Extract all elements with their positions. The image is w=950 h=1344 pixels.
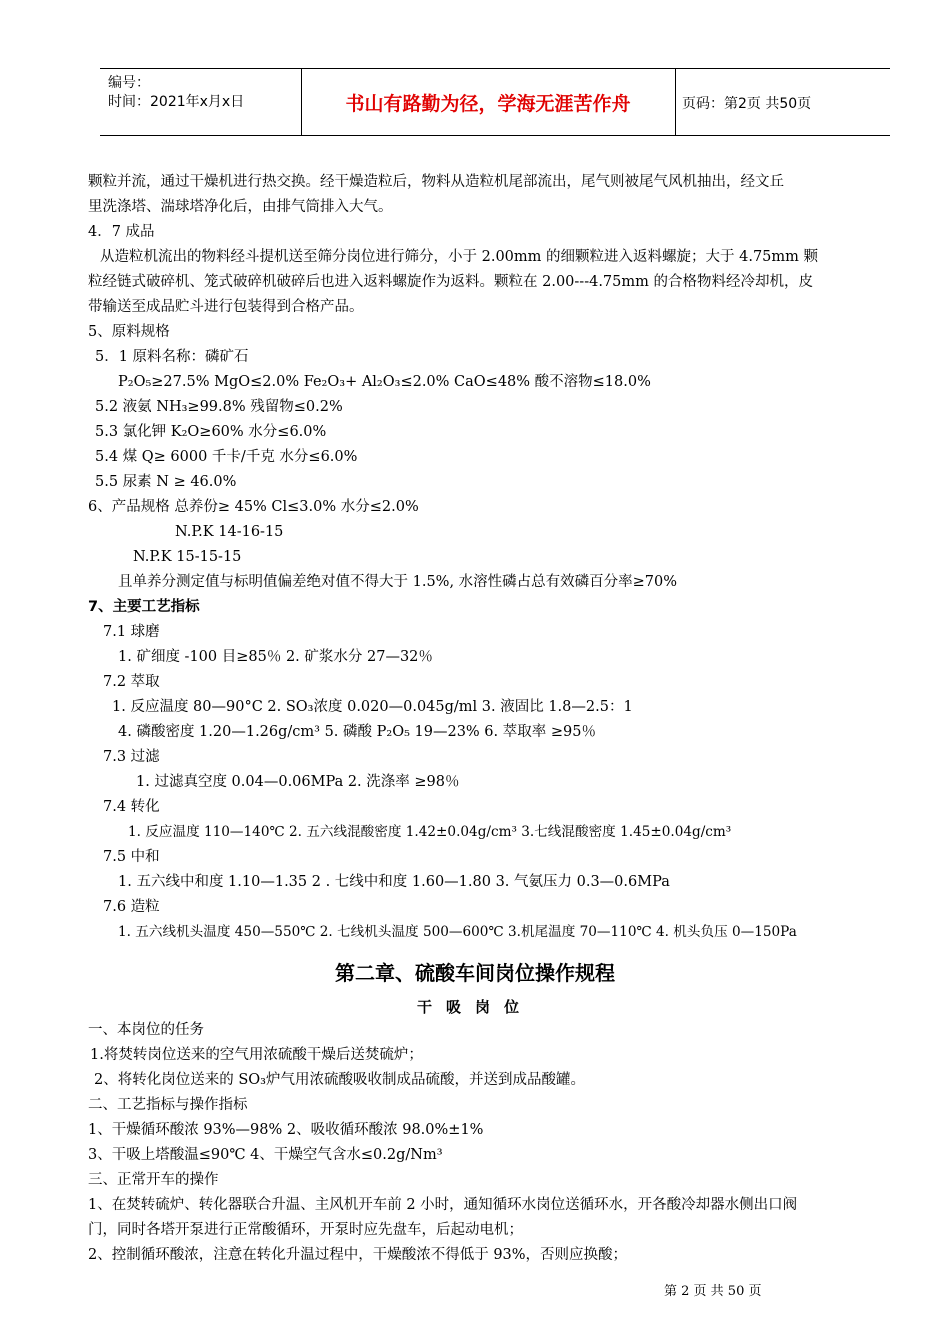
body-line: 1. 反应温度 80—90°C 2. SO₃浓度 0.020—0.045g/ml 3. 液固比 1.8—2.5：1 (112, 699, 633, 715)
body-line: 二、工艺指标与操作指标 (88, 1097, 248, 1113)
body-line: 颗粒并流，通过干燥机进行热交换。经干燥造粒后，物料从造粒机尾部流出，尾气则被尾气风机抽出，经文丘 (88, 174, 784, 190)
body-line: 1. 五六线机头温度 450—550℃ 2. 七线机头温度 500—600℃ 3.机尾温度 70—110℃ 4. 机头负压 0—150Pa (118, 924, 797, 940)
body-line: 7.2 萃取 (103, 674, 160, 690)
body-line: 粒经链式破碎机、笼式破碎机破碎后也进入返料螺旋作为返料。颗粒在 2.00---4.75mm 的合格物料经冷却机，皮 (88, 274, 813, 290)
header-divider (675, 69, 676, 135)
body-line: 1. 矿细度 -100 目≥85％ 2. 矿浆水分 27—32％ (118, 649, 433, 665)
body-line: 6、产品规格 总养份≥ 45% Cl≤3.0% 水分≤2.0% (88, 499, 419, 515)
body-line: 1. 反应温度 110—140℃ 2. 五六线混酸密度 1.42±0.04g/cm³ 3.七线混酸密度 1.45±0.04g/cm³ (128, 824, 732, 840)
chapter-title: 第二章、硫酸车间岗位操作规程 (335, 961, 615, 985)
body-line: 2、控制循环酸浓，注意在转化升温过程中，干燥酸浓不得低于 93%，否则应换酸； (88, 1247, 628, 1263)
body-line: 5．1 原料名称：磷矿石 (95, 349, 249, 365)
body-line: 从造粒机流出的物料经斗提机送至筛分岗位进行筛分，小于 2.00mm 的细颗粒进入返料螺旋；大于 4.75mm 颗 (100, 249, 819, 265)
body-line: 2、将转化岗位送来的 SO₃炉气用浓硫酸吸收制成品硫酸，并送到成品酸罐。 (94, 1072, 585, 1088)
body-line: 1. 五六线中和度 1.10—1.35 2 . 七线中和度 1.60—1.80 3. 气氨压力 0.3—0.6MPa (118, 874, 670, 890)
body-line: 4．7 成品 (88, 224, 155, 240)
body-line: P₂O₅≥27.5% MgO≤2.0% Fe₂O₃+ Al₂O₃≤2.0% CaO≤48% 酸不溶物≤18.0% (118, 374, 651, 390)
body-line: 5.2 液氨 NH₃≥99.8% 残留物≤0.2% (95, 399, 343, 415)
body-line: 三、正常开车的操作 (88, 1172, 219, 1188)
body-line: 1、干燥循环酸浓 93%—98% 2、吸收循环酸浓 98.0%±1% (88, 1122, 484, 1138)
body-line: 7.3 过滤 (103, 749, 160, 765)
section-title: 干吸岗位 (416, 998, 533, 1016)
body-line: 5.4 煤 Q≥ 6000 千卡/千克 水分≤6.0% (95, 449, 358, 465)
body-line: 5、原料规格 (88, 324, 170, 340)
body-line: N.P.K 14-16-15 (175, 524, 284, 540)
body-line: 7.5 中和 (103, 849, 160, 865)
body-line: 里洗涤塔、湍球塔净化后，由排气筒排入大气。 (88, 199, 393, 215)
body-line: 5.3 氯化钾 K₂O≥60% 水分≤6.0% (95, 424, 327, 440)
body-line: 1. 过滤真空度 0.04—0.06MPa 2. 洗涤率 ≥98％ (136, 774, 460, 790)
body-line: 5.5 尿素 N ≥ 46.0% (95, 474, 237, 490)
body-line: 一、本岗位的任务 (88, 1022, 204, 1038)
body-line: 3、干吸上塔酸温≤90℃ 4、干燥空气含水≤0.2g/Nm³ (88, 1147, 443, 1163)
section-heading: 7、主要工艺指标 (88, 599, 200, 615)
body-line: 7.1 球磨 (103, 624, 160, 640)
body-line: N.P.K 15-15-15 (133, 549, 242, 565)
number-label: 编号： (108, 75, 150, 91)
header-page-label: 页码：第2页 共50页 (682, 96, 812, 112)
body-line: 带输送至成品贮斗进行包装得到合格产品。 (88, 299, 364, 315)
page-footer: 第 2 页 共 50 页 (664, 1284, 762, 1299)
time-label: 时间：2021年x月x日 (108, 94, 245, 110)
body-line: 1、在焚转硫炉、转化器联合升温、主风机开车前 2 小时，通知循环水岗位送循环水，开各酸冷却器水侧出口阀 (88, 1197, 798, 1213)
body-line: 1.将焚转岗位送来的空气用浓硫酸干燥后送焚硫炉； (90, 1047, 423, 1063)
body-line: 7.6 造粒 (103, 899, 160, 915)
page-header (100, 68, 890, 136)
body-line: 且单养分测定值与标明值偏差绝对值不得大于 1.5%, 水溶性磷占总有效磷百分率≥70% (118, 574, 678, 590)
body-line: 门，同时各塔开泵进行正常酸循环，开泵时应先盘车，后起动电机； (88, 1222, 523, 1238)
body-line: 4. 磷酸密度 1.20—1.26g/cm³ 5. 磷酸 P₂O₅ 19—23% 6. 萃取率 ≥95％ (118, 724, 596, 740)
header-meta (108, 74, 298, 112)
header-motto: 书山有路勤为径，学海无涯苦作舟 (345, 92, 631, 115)
body-line: 7.4 转化 (103, 799, 160, 815)
